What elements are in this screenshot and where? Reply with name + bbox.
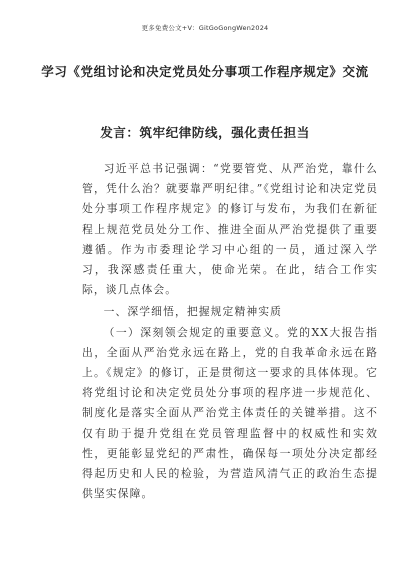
paragraph-1-1: （一）深刻领会规定的重要意义。党的XX大报告指出，全面从严治党永远在路上，党的自我革命永远在路上。《规定》的修订，正是贯彻这一要求的具体体现。它将党组讨论和决定党员处分事项的程序进一步规范化、制度化是落实全面从严治党主体责任的关键举措。这不仅有助于提升党组在党员管理监督中的权威性和实效性，更能彰显党纪的严肃性，确保每一项处分决定都经得起历史和人民的检验，为营造风清气正的政治生态提供坚实保障。 xyxy=(82,325,378,501)
document-title: 学习《党组讨论和决定党员处分事项工作程序规定》交流 xyxy=(41,64,369,79)
document-subtitle: 发言：筑牢纪律防线，强化责任担当 xyxy=(100,125,310,140)
document-body xyxy=(82,159,378,504)
section-heading-1: 一、深学细悟，把握规定精神实质 xyxy=(103,305,283,319)
header-note: 更多免费公文+V：GitGoGongWen2024 xyxy=(141,24,269,32)
paragraph-intro: 习近平总书记强调：“党要管党、从严治党，靠什么管，凭什么治？就要靠严明纪律。”《党组讨论和决定党员处分事项工作程序规定》的修订与发布，为我们在新征程上规范党员处分工作、推进全面从严治党提供了重要遵循。作为市委理论学习中心组的一员，通过深入学习，我深感责任重大，使命光荣。在此，结合工作实际，谈几点体会。 xyxy=(82,162,378,297)
